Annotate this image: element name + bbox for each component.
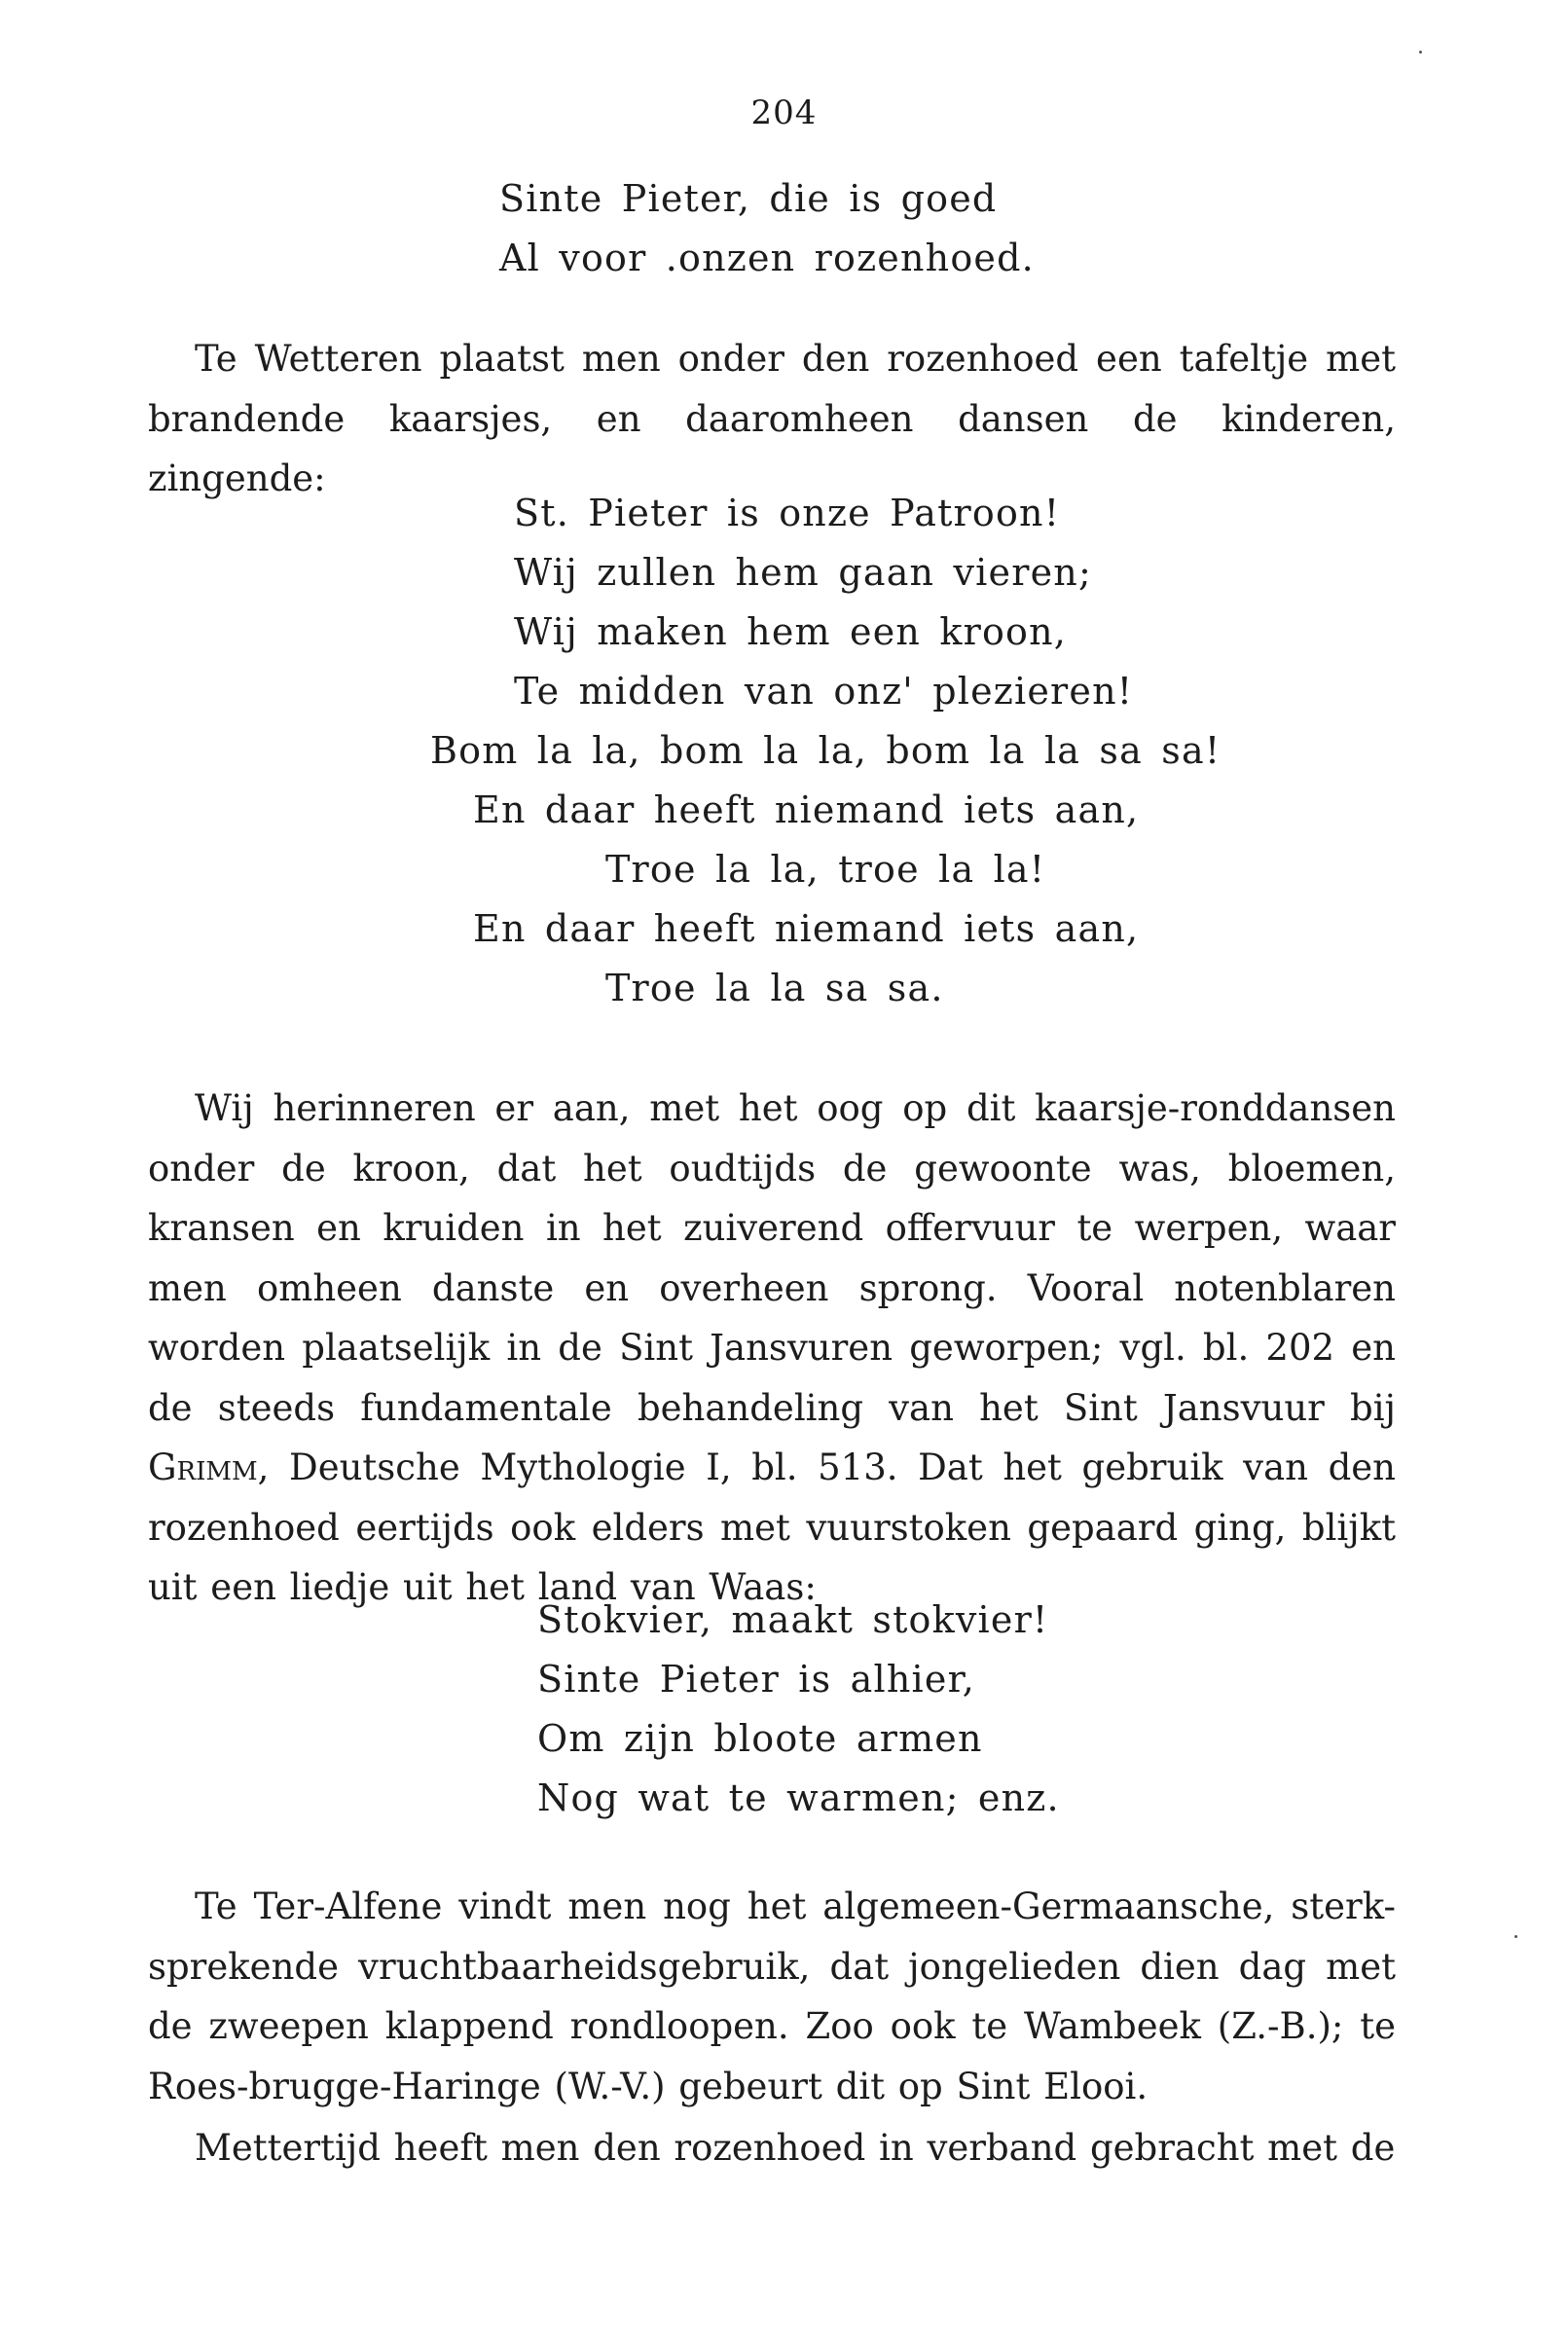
scan-speck (1514, 1935, 1517, 1938)
page-number: 204 (750, 93, 818, 132)
paragraph-text: Mettertijd heeft men den rozenhoed in verband gebracht met de (195, 2127, 1396, 2169)
paragraph-kaarsje-ronddansen (148, 1079, 1396, 1618)
scan-speck (1419, 51, 1422, 54)
verse-line: Troe la la, troe la la! (605, 848, 1046, 891)
verse-line: Sinte Pieter is alhier, (537, 1658, 976, 1701)
paragraph-text: Te Ter-Alfene vindt men nog het algemeen-Germaansche, sterk-sprekende vruchtbaarheidsgebruik, dat jongelieden dien dag met de zweepen klappend rondloopen. Zoo ook te Wambeek (Z.-B.); te Roes-brugge-Haringe (W.-V.) gebeurt dit op Sint Elooi. (148, 1885, 1396, 2107)
verse-patroon (430, 484, 1221, 1018)
verse-line: En daar heeft niemand iets aan, (473, 907, 1140, 950)
paragraph-text-after: , Deutsche Mythologie I, bl. 513. Dat het gebruik van den rozenhoed eertijds ook elders met vuurstoken gepaard ging, blijkt uit een liedje uit het land van Waas: (148, 1446, 1396, 1608)
verse-line: Nog wat te warmen; enz. (537, 1776, 1060, 1819)
verse-line: Al voor .onzen rozenhoed. (499, 237, 1035, 279)
paragraph-ter-alfene (148, 1877, 1396, 2116)
paragraph-wetteren (148, 329, 1396, 509)
paragraph-text (148, 329, 1396, 509)
verse-line: Wij maken hem een kroon, (514, 610, 1068, 653)
paragraph-text (148, 1079, 1396, 1618)
verse-sinte-pieter (499, 169, 1035, 288)
verse-line: Stokvier, maakt stokvier! (537, 1598, 1049, 1641)
paragraph-text-before: Wij herinneren er aan, met het oog op dit kaarsje-ronddansen onder de kroon, dat het oudtijds de gewoonte was, bloemen, kransen en kruiden in het zuiverend offervuur te werpen, waar men omheen danste en overheen sprong. Vooral notenblaren worden plaatselijk in de Sint Jansvuren geworpen; vgl. bl. 202 en de steeds fundamentale behandeling van het Sint Jansvuur bij (148, 1087, 1396, 1429)
paragraph-text-span: Te Wetteren plaatst men onder den rozenhoed een tafeltje met brandende kaarsjes, en daaromheen dansen de kinderen, zingende: (148, 338, 1396, 499)
verse-line: Troe la la sa sa. (605, 967, 944, 1009)
verse-line: Te midden van onz' plezieren! (514, 670, 1134, 713)
verse-line: Sinte Pieter, die is goed (499, 177, 998, 220)
verse-line: En daar heeft niemand iets aan, (473, 788, 1140, 831)
verse-line: St. Pieter is onze Patroon! (514, 492, 1061, 534)
paragraph-mettertijd (148, 2118, 1396, 2178)
verse-stokvier (537, 1591, 1060, 1828)
verse-line: Om zijn bloote armen (537, 1717, 983, 1760)
verse-line: Bom la la, bom la la, bom la la sa sa! (430, 729, 1222, 772)
author-name: Grimm (148, 1446, 258, 1488)
verse-line: Wij zullen hem gaan vieren; (514, 551, 1092, 594)
